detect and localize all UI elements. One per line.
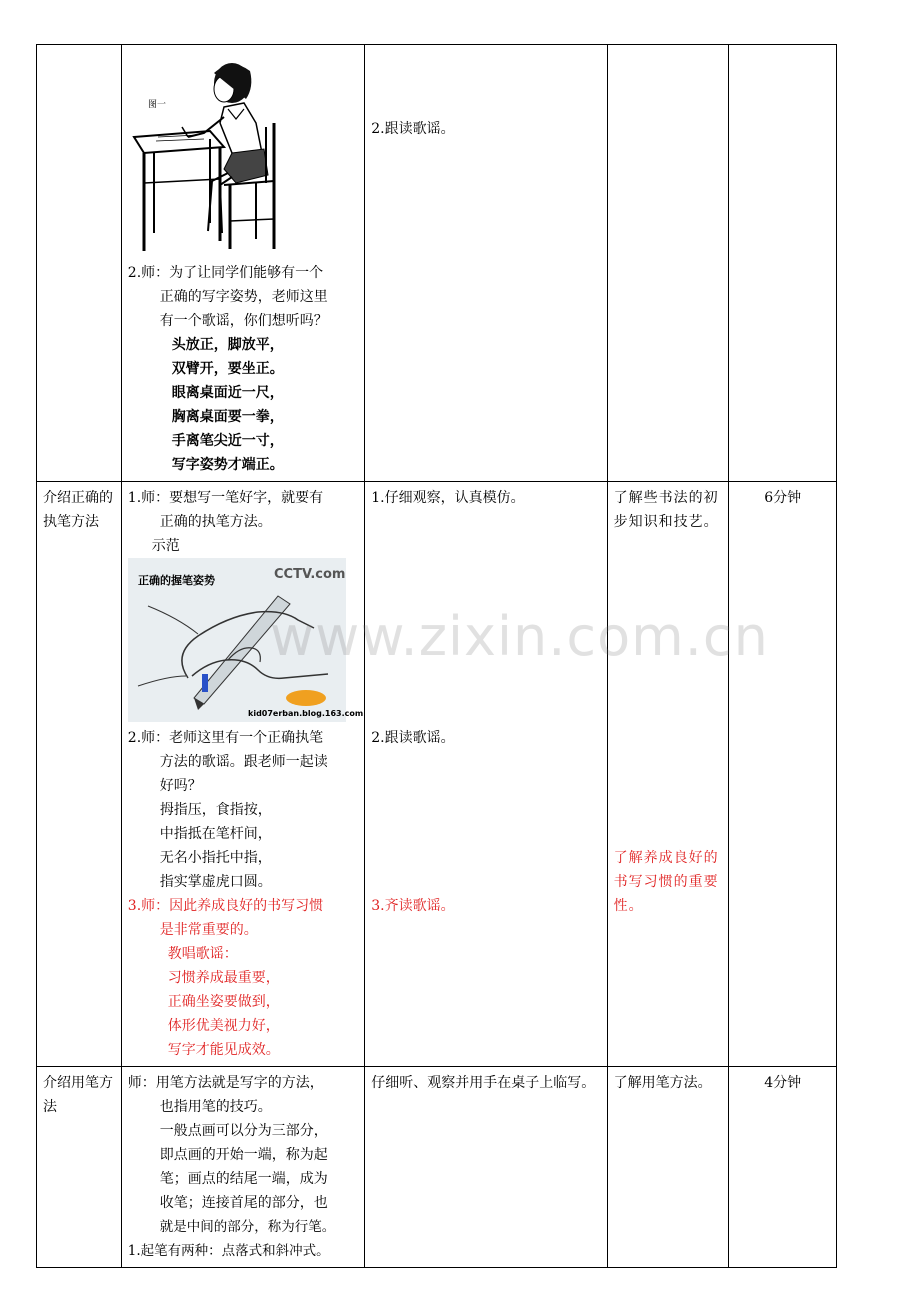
teacher-activity-cell: 师：用笔方法就是写字的方法， 也指用笔的技巧。 一般点画可以分为三部分， 即点画的开始一端，称为起 笔；画点的结尾一端，成为 收笔；连接首尾的部分，也 就是中间的部分，称为行笔。 1.起笔有两种：点落式和斜冲式。	[121, 1067, 364, 1268]
teacher-item-1: 1.起笔有两种：点落式和斜冲式。	[127, 1243, 330, 1259]
table-row	[37, 482, 837, 1067]
song-line: 胸离桌面要一拳，	[171, 409, 284, 425]
demo-label: 示范	[151, 538, 180, 554]
student-activity: 1.仔细观察，认真模仿。	[371, 490, 525, 506]
table-row	[37, 1067, 837, 1268]
time-text: 6分钟	[764, 490, 802, 506]
song-line: 指实掌虚虎口圆。	[159, 874, 272, 890]
goal-text: 了解些书法的初步知识和技艺。	[613, 490, 719, 530]
student-activity: 3.齐读歌谣。	[371, 898, 455, 914]
teach-song-title: 教唱歌谣：	[167, 946, 238, 962]
teacher-activity-cell: 1.师：要想写一笔好字，就要有 正确的执笔方法。 示范 正确的握笔姿势 CCTV.com kid07erban.blog.163.com 2.师：老师这里有一个正确执笔 方法的歌谣。跟老师一起读 好吗？ 拇指压，食指按， 中指抵在笔杆间， 无名小指托中指， 指实掌虚虎口圆。 3.师：因此养成良好的书写习惯 是非常重要的。 教唱歌谣： 习惯养成最重要， 正确坐姿要做到， 体形优美视力好， 写字才能见成效。	[121, 482, 364, 1067]
section-cell	[37, 1067, 122, 1268]
song-line: 眼离桌面近一尺，	[171, 385, 284, 401]
section-cell	[37, 482, 122, 1067]
figure-label: 图一	[147, 100, 166, 110]
song-line: 头放正，脚放平，	[171, 337, 284, 353]
goal-cell	[607, 45, 729, 482]
time-cell	[729, 482, 837, 1067]
teacher-item-2: 2.师：为了让同学们能够有一个	[127, 265, 324, 281]
song-line: 中指抵在笔杆间，	[159, 826, 272, 842]
pen-grip-photo	[128, 558, 363, 722]
student-activity: 仔细听、观察并用手在桌子上临写。	[371, 1075, 596, 1091]
teacher-item-1: 1.师：要想写一笔好字，就要有	[127, 490, 324, 506]
time-text: 4分钟	[764, 1075, 802, 1091]
teacher-item-2: 2.师：老师这里有一个正确执笔	[127, 730, 324, 746]
student-activity: 2.跟读歌谣。	[371, 121, 455, 137]
cctv-logo: CCTV.com	[273, 567, 346, 582]
watermark: www.zixin.com.cn	[270, 605, 769, 668]
goal-cell	[607, 1067, 729, 1268]
goal-text: 了解养成良好的书写习惯的重要性。	[613, 850, 719, 914]
student-activity: 2.跟读歌谣。	[371, 730, 455, 746]
teacher-activity-cell: 图一 2.师：为了让同学们能够有一个 正确的写字姿势，老师这里 有一个歌谣，你们想听吗？ 头放正，脚放平， 双臂开，要坐正。 眼离桌面近一尺， 胸离桌面要一拳， 手离笔尖近一寸， 写字姿势才端正。	[121, 45, 364, 482]
section-title: 介绍正确的执笔方法	[43, 490, 113, 530]
song-line: 双臂开，要坐正。	[171, 361, 284, 377]
song-line: 习惯养成最重要，	[167, 970, 280, 986]
teacher-item: 师：用笔方法就是写字的方法，	[127, 1075, 324, 1091]
photo-title: 正确的握笔姿势	[137, 574, 215, 587]
teacher-item-3: 3.师：因此养成良好的书写习惯	[127, 898, 324, 914]
student-activity-cell	[365, 1067, 607, 1268]
table-row	[37, 45, 837, 482]
song-line: 正确坐姿要做到，	[167, 994, 280, 1010]
song-line: 体形优美视力好，	[167, 1018, 280, 1034]
student-activity-cell	[365, 45, 607, 482]
song-line: 写字才能见成效。	[167, 1042, 280, 1058]
section-title: 介绍用笔方法	[43, 1075, 113, 1115]
writing-posture-illustration	[128, 53, 340, 261]
section-cell	[37, 45, 122, 482]
lesson-plan-table	[36, 44, 837, 1268]
photo-url: kid07erban.blog.163.com	[247, 709, 363, 718]
song-line: 无名小指托中指，	[159, 850, 272, 866]
time-cell	[729, 1067, 837, 1268]
time-cell	[729, 45, 837, 482]
student-activity-cell	[365, 482, 607, 1067]
goal-cell	[607, 482, 729, 1067]
song-line: 手离笔尖近一寸，	[171, 433, 284, 449]
goal-text: 了解用笔方法。	[613, 1075, 712, 1091]
song-line: 写字姿势才端正。	[171, 457, 284, 473]
song-line: 拇指压，食指按，	[159, 802, 272, 818]
